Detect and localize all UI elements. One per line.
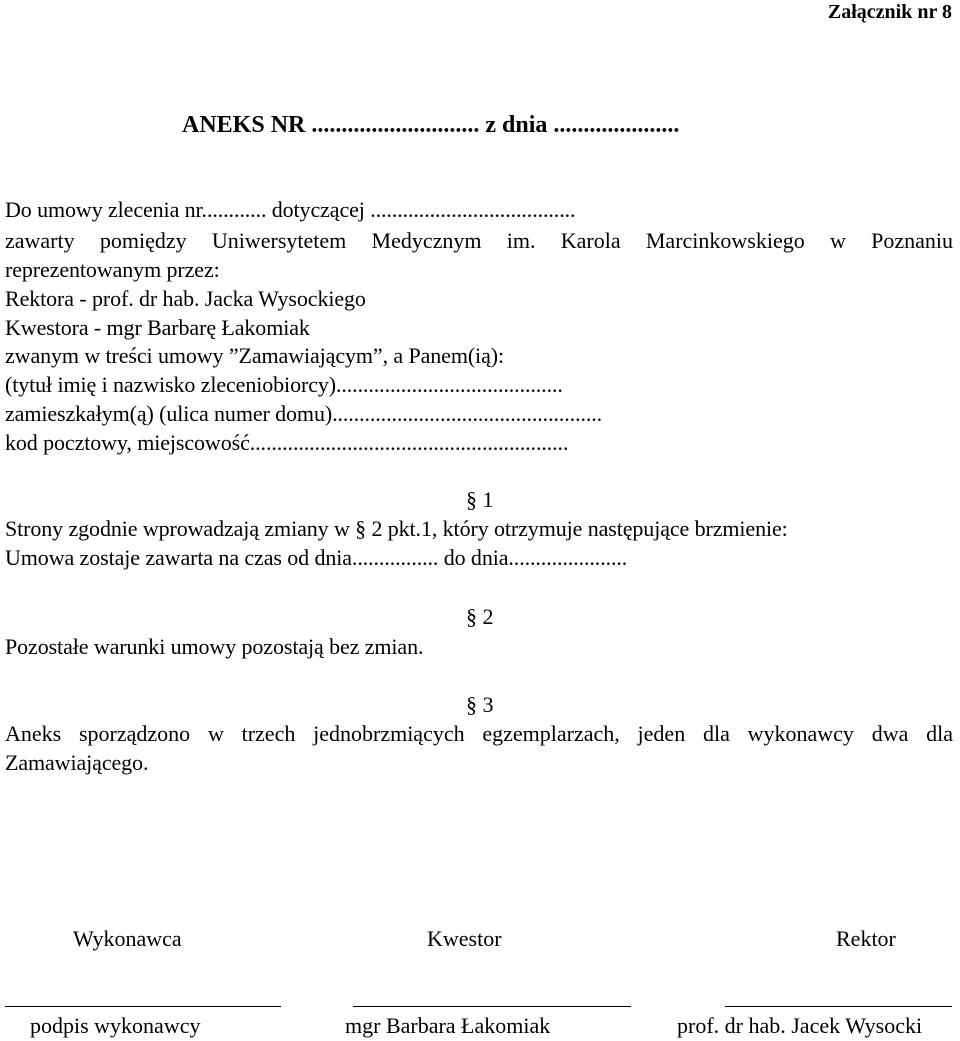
- section-3-text-line2: Zamawiającego.: [5, 750, 149, 775]
- document-title: ANEKS NR ............................ z dnia .....................: [182, 112, 680, 138]
- attachment-number: Załącznik nr 8: [827, 1, 952, 23]
- section-1-term: Umowa zostaje zawarta na czas od dnia................ do dnia......................: [5, 545, 628, 570]
- section-1-heading: § 1: [466, 487, 494, 512]
- intro-line-address: zamieszkałym(ą) (ulica numer domu)..................................................: [5, 401, 603, 426]
- signature-line-quaestor: [353, 1006, 631, 1007]
- section-3-text-line1: Aneks sporządzono w trzech jednobrzmiących egzemplarzach, jeden dla wykonawcy dwa dla: [5, 721, 953, 746]
- intro-line-contractor-name: (tytuł imię i nazwisko zleceniobiorcy)..........................................: [5, 372, 563, 397]
- section-1-text-post: 2 pkt.1, który otrzymuje następujące brzmienie:: [366, 516, 788, 541]
- intro-line-named: zwanym w treści umowy ”Zamawiającym”, a Panem(ią):: [5, 343, 504, 368]
- signature-role-contractor: Wykonawca: [73, 926, 182, 951]
- intro-line-parties: zawarty pomiędzy Uniwersytetem Medycznym im. Karola Marcinkowskiego w Poznaniu: [5, 228, 953, 253]
- section-2-heading: § 2: [466, 604, 494, 629]
- signature-role-rector: Rektor: [836, 926, 896, 951]
- section-3-heading: § 3: [466, 692, 494, 717]
- signature-line-rector: [725, 1006, 952, 1007]
- signature-line-contractor: [5, 1006, 281, 1007]
- intro-line-postal: kod pocztowy, miejscowość...........................................................: [5, 430, 569, 455]
- signature-name-quaestor: mgr Barbara Łakomiak: [345, 1013, 551, 1038]
- signature-role-quaestor: Kwestor: [427, 926, 502, 951]
- signature-name-rector: prof. dr hab. Jacek Wysocki: [677, 1013, 923, 1038]
- section-1-text-pre: Strony zgodnie wprowadzają zmiany w: [5, 516, 356, 541]
- intro-line-quaestor: Kwestora - mgr Barbarę Łakomiak: [5, 315, 310, 340]
- intro-line-contract-ref: Do umowy zlecenia nr............ dotyczącej ......................................: [5, 197, 576, 222]
- paragraph-sign: §: [355, 516, 367, 541]
- intro-line-represented: reprezentowanym przez:: [5, 257, 220, 282]
- section-2-text: Pozostałe warunki umowy pozostają bez zmian.: [5, 634, 424, 659]
- section-1-text: [5, 516, 788, 542]
- signature-name-contractor: podpis wykonawcy: [30, 1013, 201, 1038]
- intro-line-rector: Rektora - prof. dr hab. Jacka Wysockiego: [5, 286, 366, 311]
